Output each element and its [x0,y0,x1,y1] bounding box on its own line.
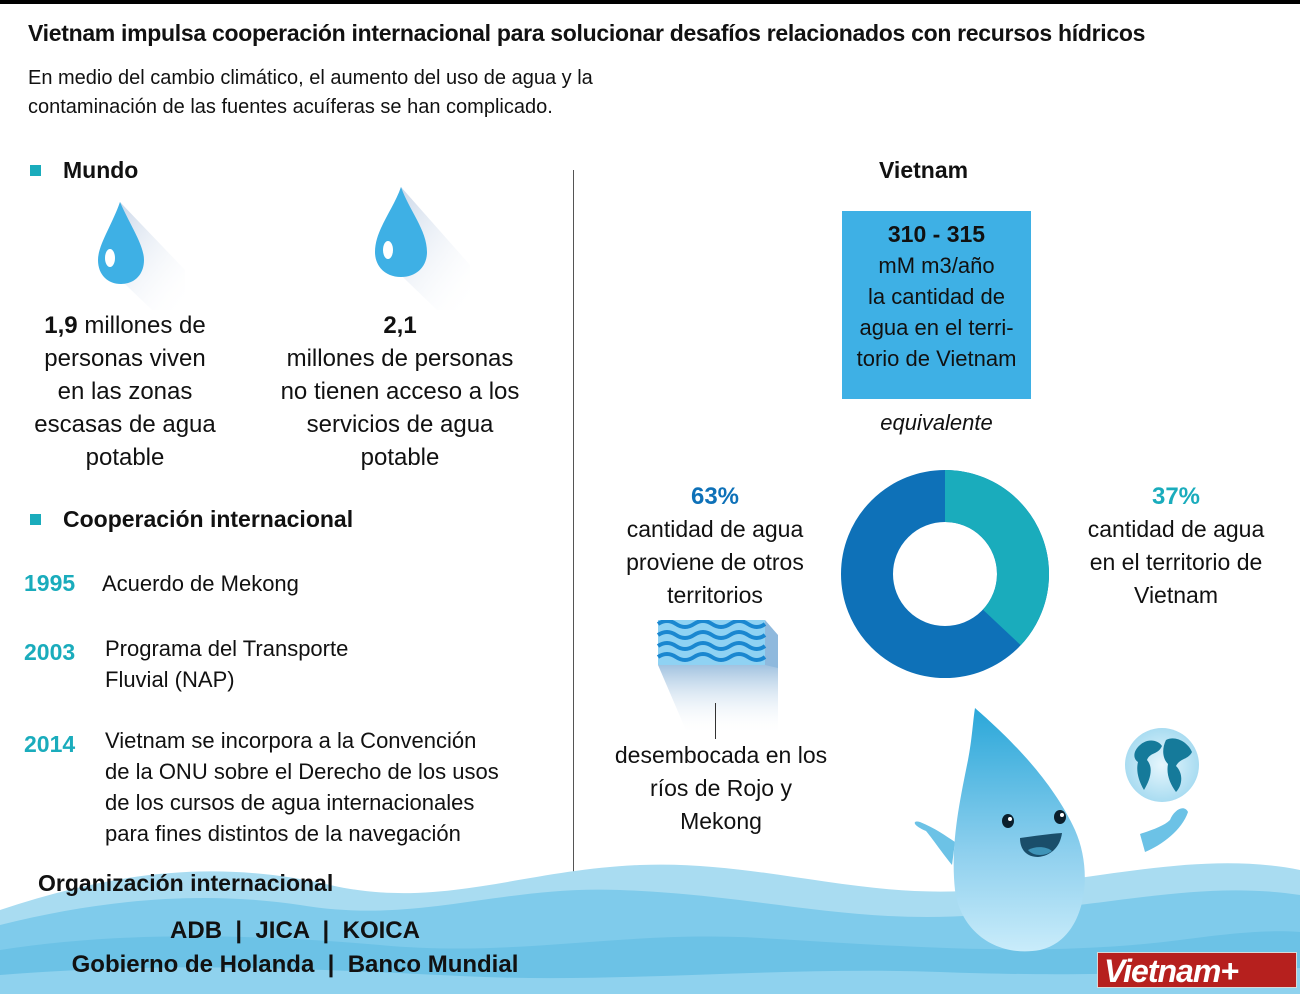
stat-text: potable [85,444,165,471]
timeline-text [102,633,542,695]
world-stat-1 [20,309,230,474]
river-text: ríos de Rojo y [650,775,792,801]
bullet-square-icon [30,514,41,525]
section-heading-world [30,157,138,184]
river-text: desembocada en los [614,742,828,768]
box-text: la cantidad de [868,284,1005,309]
stat-text: escasas de agua [34,411,216,438]
timeline-line: Vietnam se incorpora a la Convención [105,728,477,753]
section-heading-vietnam: Vietnam [879,157,969,183]
pct-text: Vietnam [1134,582,1218,608]
page-title: Vietnam impulsa cooperación internacional para solucionar desafíos relacionados con recursos hídricos [28,20,1146,46]
organizations-line: ADB | JICA | KOICA [170,917,420,944]
stat-text: potable [360,444,440,471]
stat-text: millones de [77,312,206,339]
pct-text: proviene de otros [626,549,804,575]
stat-value: 2,1 [383,312,417,339]
section-heading-label: Mundo [63,157,139,183]
timeline-line: Programa del Transporte [105,636,349,661]
box-text: agua en el terri- [859,315,1014,340]
stat-text: servicios de agua [306,411,494,438]
timeline-item [24,568,542,599]
stat-text: en las zonas [57,378,193,405]
subtitle-line: contaminación de las fuentes acuíferas se han complicado. [28,96,553,118]
water-drop-mascot-icon [900,700,1230,994]
water-volume-value: 310 - 315 [887,221,986,247]
timeline-line: de los cursos de agua internacionales [105,790,475,815]
timeline-year: 2003 [24,639,76,665]
box-text: mM m3/año [878,253,995,278]
box-text: torio de Vietnam [856,346,1017,371]
organizations-heading: Organización internacional [38,870,334,896]
stat-text: millones de personas [286,345,514,372]
pct-text: cantidad de agua [626,516,804,542]
water-volume-box [842,211,1031,399]
river-label [596,739,846,838]
timeline-line: de la ONU sobre el Derecho de los usos [105,759,499,784]
top-border [0,0,1300,4]
organizations-line: Gobierno de Holanda | Banco Mundial [71,951,519,978]
timeline-year: 1995 [24,570,76,596]
section-heading-label: Cooperación internacional [63,506,354,532]
world-stat-2 [260,309,540,474]
river-waves-icon [655,620,780,735]
stat-value: 1,9 [44,312,78,339]
timeline-year: 2014 [24,731,76,757]
pct-text: territorios [667,582,763,608]
column-divider [573,170,574,896]
page-subtitle [28,64,728,122]
section-heading-cooperation [30,506,353,533]
subtitle-line: En medio del cambio climático, el aumento del uso de agua y la [28,67,593,89]
water-drop-icon [90,200,200,310]
timeline-item [24,633,542,695]
vietnamplus-logo: Vietnam+ [1097,952,1297,988]
timeline-text [102,568,542,599]
timeline-line: para fines distintos de la navegación [105,821,461,846]
donut-chart [840,469,1050,679]
pct-text: cantidad de agua [1087,516,1265,542]
equivalent-label: equivalente [880,410,993,435]
pct-text: en el territorio de [1089,549,1263,575]
pct-value: 37% [1151,483,1201,510]
water-drop-icon [365,185,475,310]
timeline-line: Acuerdo de Mekong [102,571,299,596]
connector-line [715,703,716,739]
stat-text: personas viven [44,345,206,372]
pct-label-vietnam-territory [1065,480,1287,612]
river-text: Mekong [680,808,762,834]
pct-value: 63% [690,483,740,510]
timeline-line: Fluvial (NAP) [105,667,235,692]
pct-label-other-territories [600,480,830,612]
stat-text: no tienen acceso a los [280,378,520,405]
bullet-square-icon [30,165,41,176]
